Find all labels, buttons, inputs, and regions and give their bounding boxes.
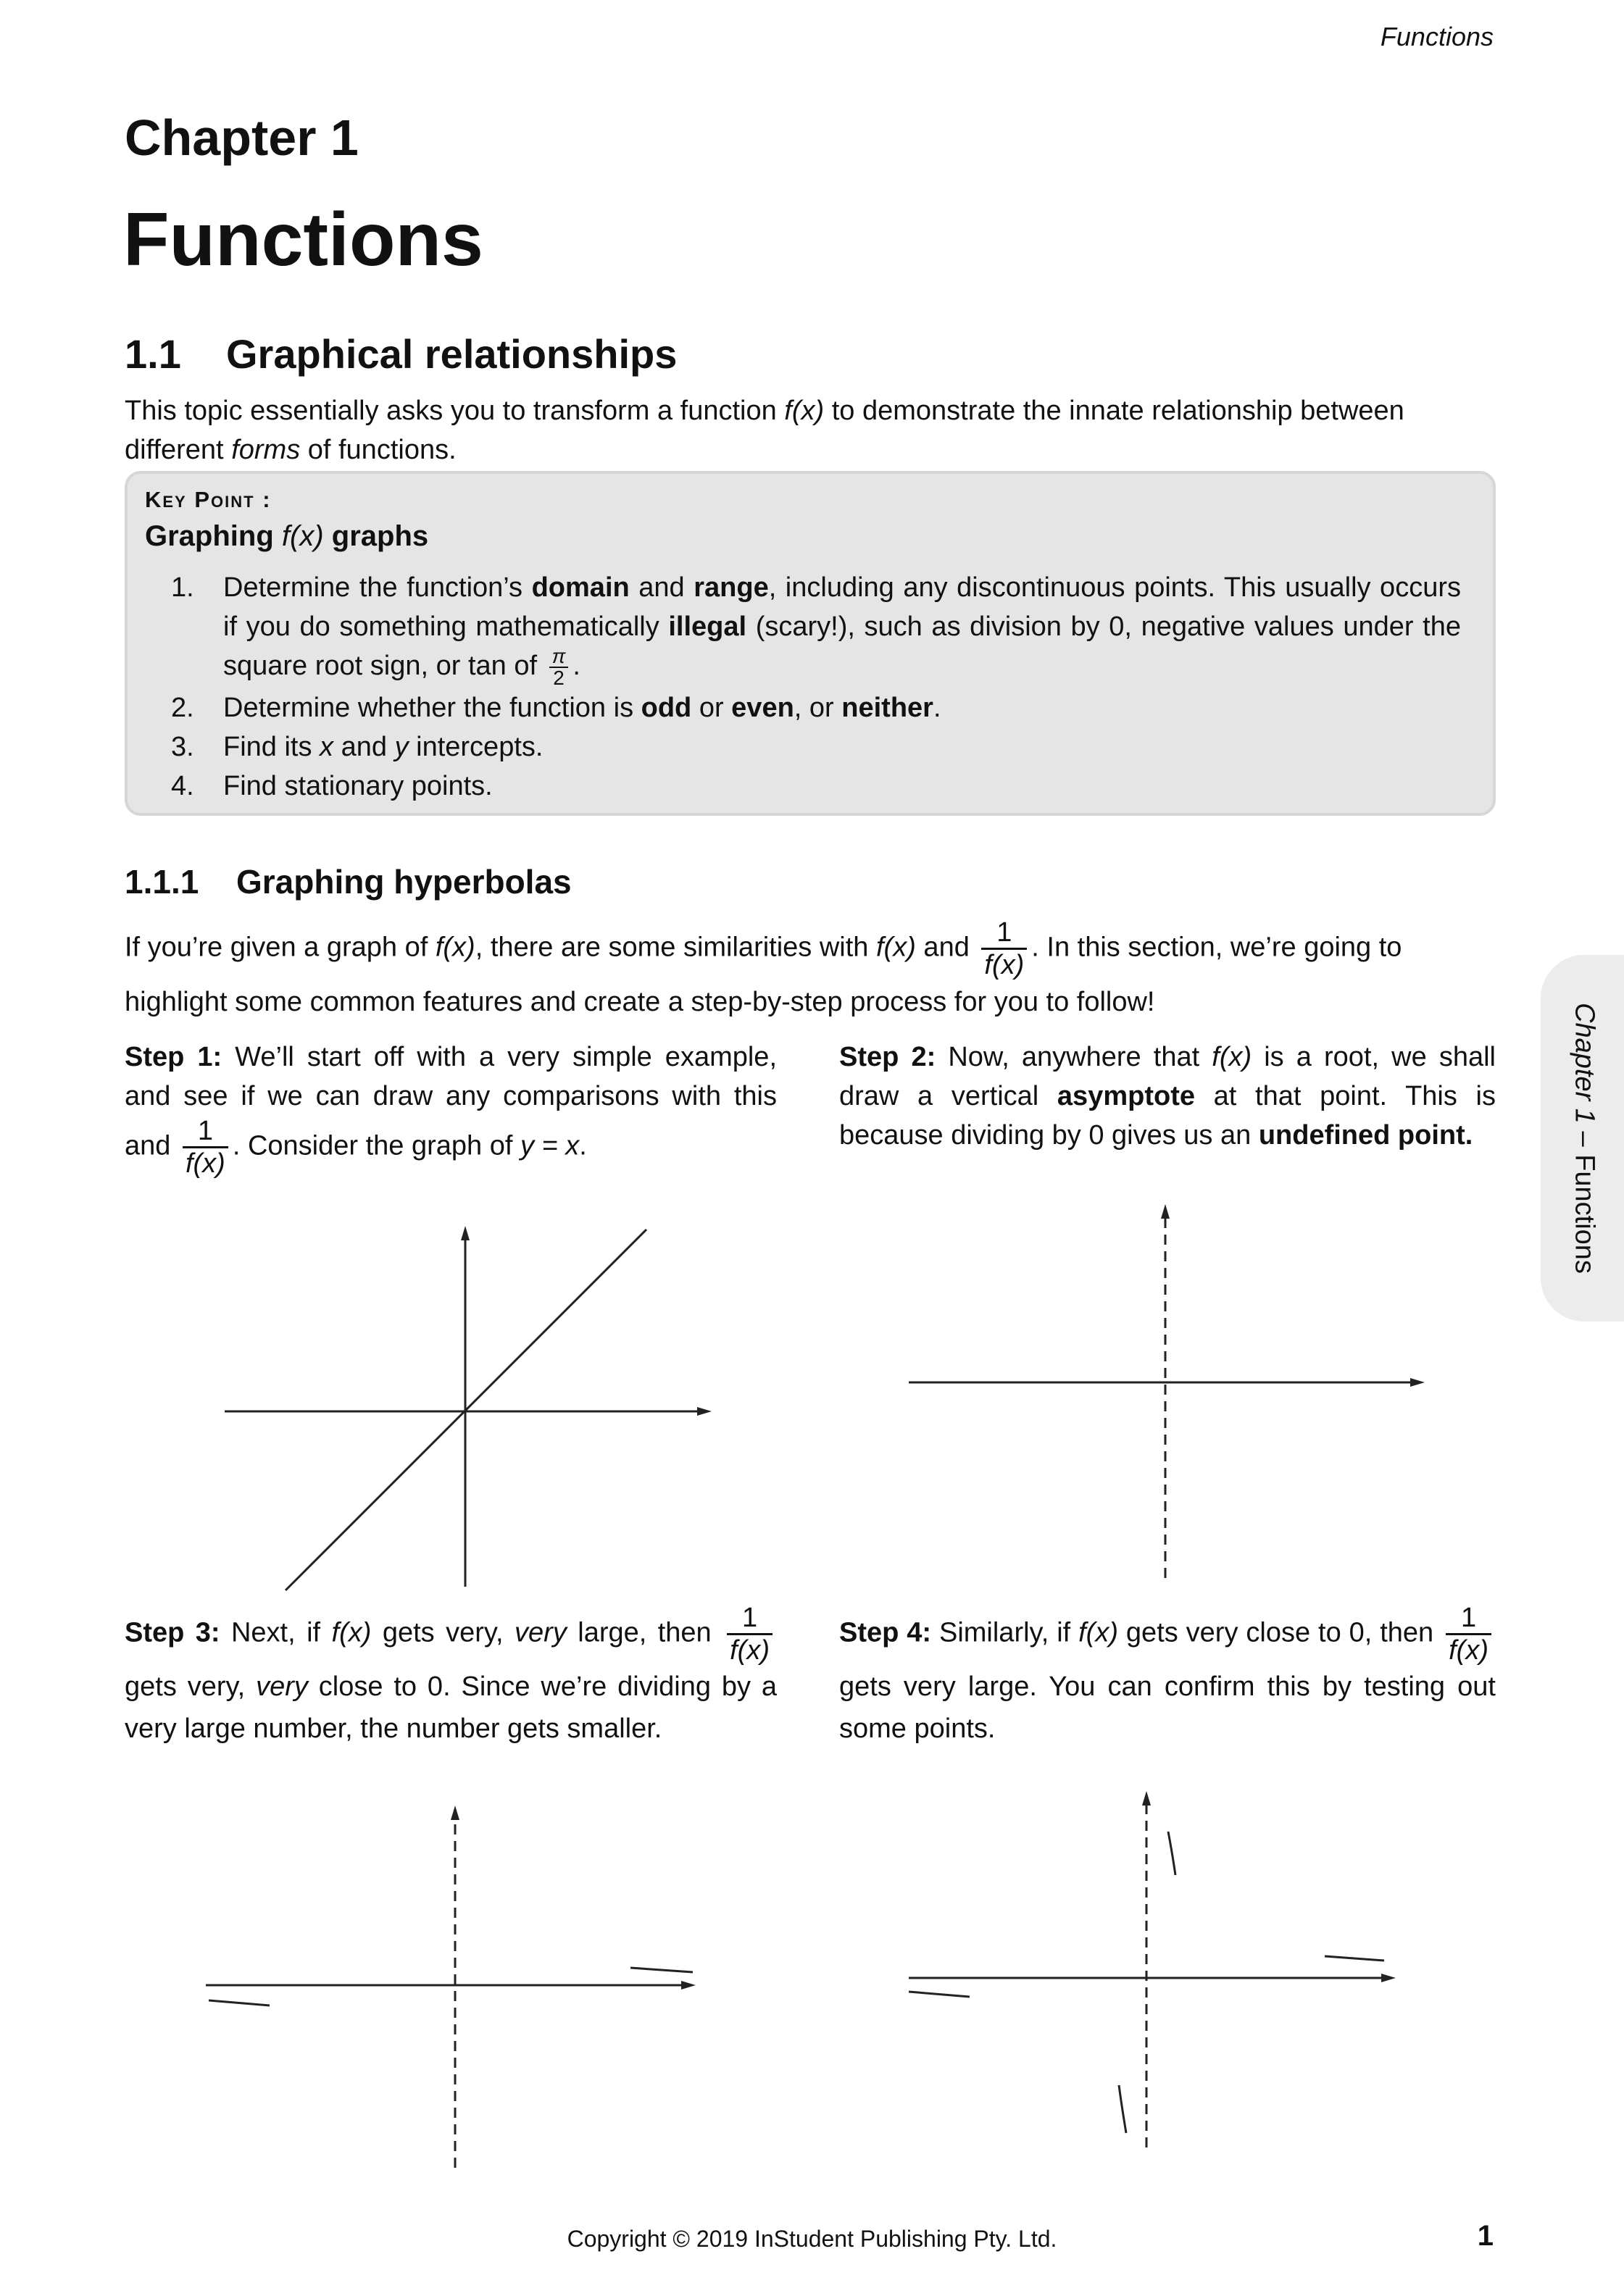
list-item: [171, 568, 1461, 688]
step-bold: asymptote: [1057, 1081, 1195, 1111]
intro-text: of functions.: [300, 435, 457, 465]
step-label: Step 3:: [125, 1617, 220, 1648]
y-axis-arrow: [461, 1226, 470, 1240]
intro-text: . In this section, we’re going to highlight some common features and create a step-by-step process for you to follow!: [125, 932, 1402, 1017]
step-text: Now, anywhere that: [936, 1042, 1212, 1072]
list-text: and: [333, 732, 395, 762]
y-axis-arrow: [1142, 1791, 1151, 1806]
step-text: at that point. This is because dividing by 0 gives us an: [839, 1081, 1496, 1151]
step-equation: y = x: [520, 1130, 580, 1161]
tail-upper-right-of-asymptote: [1168, 1832, 1175, 1875]
list-text: intercepts.: [408, 732, 544, 762]
x-axis-arrow: [697, 1407, 712, 1416]
intro-text: This topic essentially asks you to transform a function: [125, 396, 785, 426]
list-item: [171, 688, 1461, 727]
fraction-denominator: f(x): [730, 1635, 770, 1666]
section-number: 1.1: [125, 331, 181, 377]
intro-paragraph: [125, 391, 1502, 469]
list-bold: range: [694, 572, 769, 603]
chapter-side-tab: [1541, 955, 1624, 1322]
list-number: 3.: [171, 732, 194, 762]
step-text: . Consider the graph of: [232, 1130, 520, 1161]
reciprocal-fraction: [981, 917, 1027, 980]
reciprocal-fraction: [1446, 1603, 1491, 1666]
step-text: large, then: [566, 1617, 723, 1648]
y-axis-arrow: [451, 1806, 459, 1820]
step-3-text: [125, 1603, 777, 1750]
graph-step-3: [203, 1797, 725, 2174]
list-text: , or: [794, 693, 842, 723]
reciprocal-fraction: [183, 1116, 228, 1179]
list-bold: domain: [531, 572, 630, 603]
step-1-text: [125, 1038, 777, 1179]
subsection-intro: [125, 917, 1502, 1024]
pi-over-two-fraction: [549, 646, 569, 688]
x-axis-arrow: [1410, 1378, 1425, 1387]
subsection-number: 1.1.1: [125, 863, 199, 901]
step-label: Step 2:: [839, 1042, 936, 1072]
step-text: Next, if: [220, 1617, 332, 1648]
step-bold: undefined point.: [1258, 1120, 1473, 1151]
key-point-title-text: graphs: [323, 520, 429, 552]
subsection-heading: [125, 862, 572, 901]
step-function: f(x): [331, 1617, 372, 1648]
list-text: Determine whether the function is: [223, 693, 641, 723]
list-variable: x: [320, 732, 334, 762]
intro-text: to demonstrate the innate relationship between different: [125, 396, 1404, 465]
list-bold: illegal: [668, 611, 747, 642]
section-title: Graphical relationships: [226, 331, 678, 377]
step-text: gets very,: [125, 1671, 257, 1702]
list-item: [171, 767, 1461, 806]
list-bold: odd: [641, 693, 692, 723]
key-point-title: [145, 520, 428, 553]
intro-function: f(x): [876, 932, 916, 963]
step-text: gets very,: [371, 1617, 515, 1648]
step-function: f(x): [1212, 1042, 1252, 1072]
reciprocal-fraction: [727, 1603, 773, 1666]
tail-right-upper: [1325, 1956, 1384, 1961]
list-bold: even: [731, 693, 794, 723]
key-point-label: Key Point :: [145, 487, 272, 512]
step-text: .: [579, 1130, 587, 1161]
key-point-list: [171, 568, 1461, 806]
list-text: Find stationary points.: [223, 771, 493, 801]
step-text: close to 0. Since we’re dividing by a very large number, the number gets smaller.: [125, 1671, 778, 1744]
section-heading: [125, 330, 677, 377]
graph-step-4: [906, 1782, 1442, 2159]
subsection-title: Graphing hyperbolas: [236, 863, 572, 901]
side-tab-chapter: Chapter 1: [1569, 1003, 1600, 1124]
intro-function: f(x): [435, 932, 475, 963]
list-text: (scary!), such as division by 0, negative values under the square root sign, or tan of: [223, 611, 1461, 682]
step-label: Step 1:: [125, 1042, 222, 1072]
intro-text: and: [915, 932, 978, 963]
list-number: 2.: [171, 693, 194, 723]
fraction-denominator: f(x): [984, 950, 1025, 980]
list-number: 4.: [171, 771, 194, 801]
step-text: We’ll start off with a very simple example, and see if we can draw any comparisons with this and: [125, 1042, 777, 1161]
fraction-numerator: 1: [183, 1116, 228, 1148]
fraction-denominator: 2: [553, 667, 565, 689]
list-item: [171, 727, 1461, 767]
list-bold: neither: [841, 693, 933, 723]
y-axis-arrow: [1161, 1204, 1170, 1219]
step-label: Step 4:: [839, 1617, 932, 1648]
step-text: gets very large. You can confirm this by testing out some points.: [839, 1671, 1496, 1744]
side-tab-label: [1569, 1003, 1600, 1274]
key-point-title-text: Graphing: [145, 520, 282, 552]
key-point-title-function: f(x): [281, 520, 324, 552]
step-text: gets very close to 0, then: [1118, 1617, 1442, 1648]
tail-left-lower: [909, 1992, 970, 1997]
step-2-text: [839, 1038, 1496, 1155]
intro-text: If you’re given a graph of: [125, 932, 436, 963]
running-header: Functions: [1380, 22, 1494, 51]
key-point-box: [125, 471, 1496, 816]
fraction-denominator: f(x): [185, 1148, 225, 1179]
list-text: or: [691, 693, 732, 723]
step-emphasis: very: [515, 1617, 567, 1648]
step-text: is a root, we shall draw a vertical: [839, 1042, 1496, 1111]
copyright-footer: Copyright © 2019 InStudent Publishing Pty. Ltd.: [567, 2226, 1057, 2252]
fraction-numerator: 1: [981, 917, 1027, 950]
list-text: Find its: [223, 732, 320, 762]
fraction-numerator: 1: [1446, 1603, 1491, 1635]
tail-lower-left-of-asymptote: [1119, 2085, 1126, 2133]
graph-step-2: [906, 1195, 1442, 1587]
chapter-title: Functions: [123, 198, 483, 282]
tail-right-upper: [630, 1968, 693, 1972]
step-text: Similarly, if: [931, 1617, 1079, 1648]
fraction-numerator: 1: [727, 1603, 773, 1635]
list-text: Determine the function’s: [223, 572, 532, 603]
page-number: 1: [1477, 2220, 1494, 2252]
list-text: , including any discontinuous points. This usually occurs if you do something mathematically: [223, 572, 1461, 642]
step-function: f(x): [1078, 1617, 1118, 1648]
list-number: 1.: [171, 572, 194, 603]
intro-function: f(x): [784, 396, 825, 426]
fraction-denominator: f(x): [1449, 1635, 1488, 1666]
intro-text: , there are some similarities with: [475, 932, 876, 963]
step-4-text: [839, 1603, 1496, 1750]
chapter-label: Chapter 1: [125, 109, 359, 166]
intro-emphasis: forms: [231, 435, 301, 465]
list-text: .: [933, 693, 941, 723]
list-text: .: [572, 651, 580, 682]
step-emphasis: very: [256, 1671, 308, 1702]
side-tab-title: – Functions: [1569, 1123, 1600, 1274]
fraction-numerator: π: [549, 646, 569, 668]
tail-left-lower: [209, 2000, 270, 2005]
x-axis-arrow: [681, 1981, 696, 1990]
graph-step-1: [217, 1217, 725, 1594]
x-axis-arrow: [1381, 1974, 1396, 1982]
list-variable: y: [394, 732, 409, 762]
list-text: and: [629, 572, 694, 603]
